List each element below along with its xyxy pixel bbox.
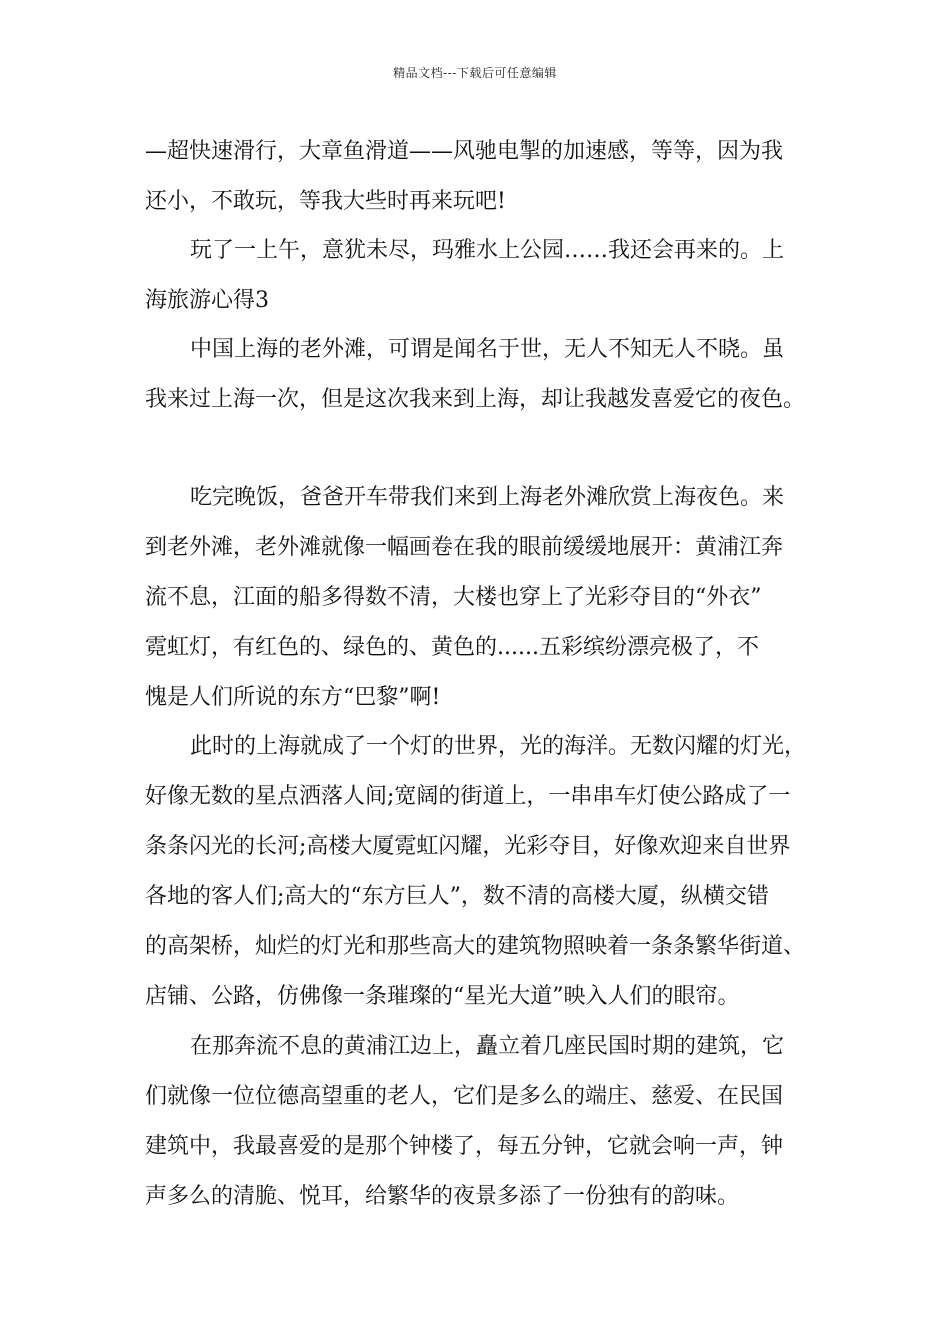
text-line: 在那奔流不息的黄浦江边上，矗立着几座民国时期的建筑，它 [190,1034,785,1059]
page-header: 精品文档---下载后可任意编辑 [393,66,557,80]
text-line: 流不息，江面的船多得数不清，大楼也穿上了光彩夺目的“外衣” [145,585,762,610]
paragraph [145,325,820,425]
paragraph [145,722,820,1022]
text-line: 的高架桥，灿烂的灯光和那些高大的建筑物照映着一条条繁华街道、 [145,934,806,959]
text-line: 玩了一上午，意犹未尽，玛雅水上公园……我还会再来的。上 [190,238,785,263]
text-line: 还小，不敢玩，等我大些时再来玩吧! [145,189,506,214]
text-line: 中国上海的老外滩，可谓是闻名于世，无人不知无人不晓。虽 [190,337,785,362]
paragraph [145,127,820,227]
text-line: 建筑中，我最喜爱的是那个钟楼了，每五分钟，它就会响一声，钟 [145,1134,784,1159]
text-line: 吃完晚饭，爸爸开车带我们来到上海老外滩欣赏上海夜色。来 [190,485,785,510]
text-line: 店铺、公路，仿佛像一条璀璨的“星光大道”映入人们的眼帘。 [145,984,740,1009]
text-line: —超快速滑行，大章鱼滑道——风驰电掣的加速感，等等，因为我 [145,139,784,164]
text-line: 好像无数的星点洒落人间;宽阔的街道上，一串串车灯使公路成了一 [145,784,791,809]
text-line: 霓虹灯，有红色的、绿色的、黄色的......五彩缤纷漂亮极了，不 [145,635,759,660]
text-line: 愧是人们所说的东方“巴黎”啊! [145,685,441,710]
text-line: 声多么的清脆、悦耳，给繁华的夜景多添了一份独有的韵味。 [145,1184,740,1209]
text-line: 各地的客人们;高大的“东方巨人”，数不清的高楼大厦，纵横交错 [145,884,769,909]
paragraph [145,226,820,326]
text-line: 条条闪光的长河;高楼大厦霓虹闪耀，光彩夺目，好像欢迎来自世界 [145,834,791,859]
paragraph [145,473,820,723]
paragraph [145,1022,820,1222]
text-line: 到老外滩，老外滩就像一幅画卷在我的眼前缓缓地展开：黄浦江奔 [145,535,784,560]
text-line: 们就像一位位德高望重的老人，它们是多么的端庄、慈爱、在民国 [145,1084,784,1109]
text-line: 海旅游心得3 [145,288,269,313]
text-line: 此时的上海就成了一个灯的世界，光的海洋。无数闪耀的灯光， [190,734,807,759]
text-line: 我来过上海一次，但是这次我来到上海，却让我越发喜爱它的夜色。 [145,387,806,412]
